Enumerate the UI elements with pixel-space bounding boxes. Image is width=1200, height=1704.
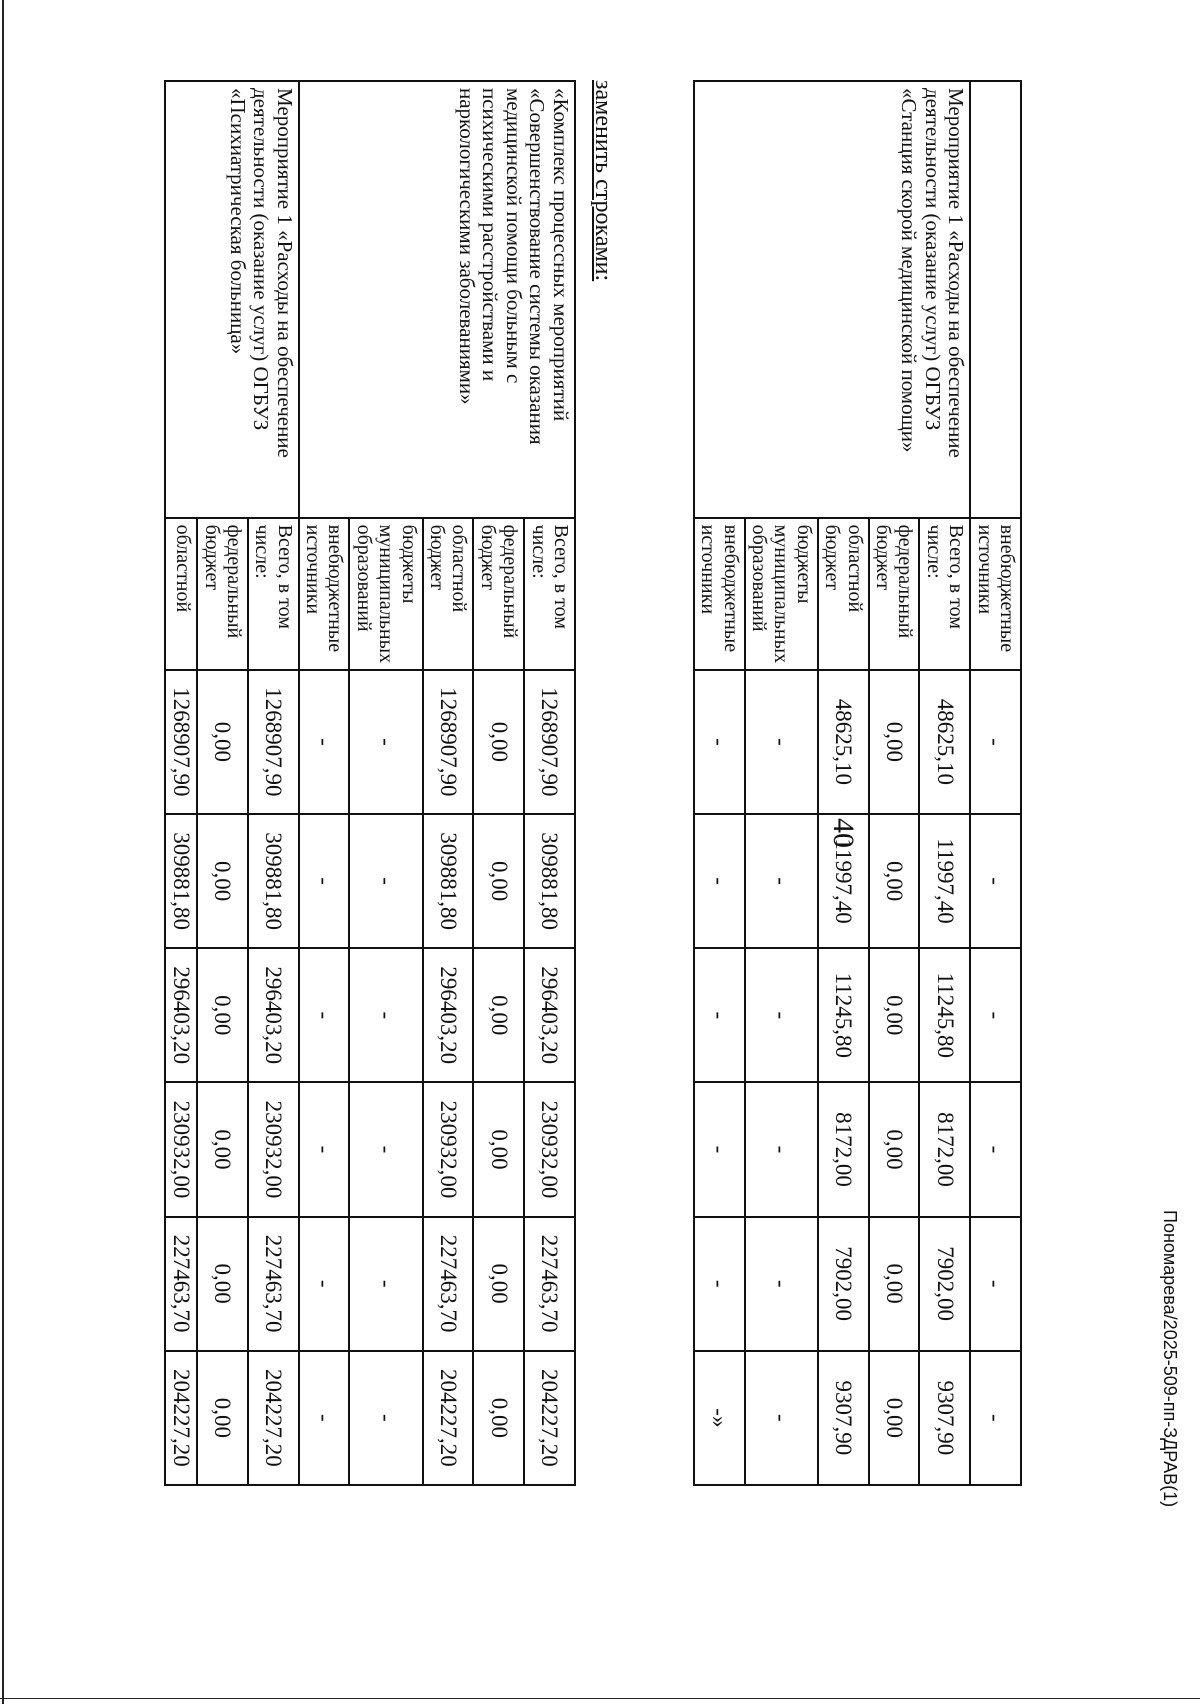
value-cell: - [970,1217,1021,1351]
value-cell: 204227,20 [423,1351,474,1485]
value-cell: 0,00 [869,1351,920,1485]
value-cell: 1268907,90 [165,670,197,814]
source-cell: бюджеты муниципальных образований [349,518,422,670]
value-cell: 0,00 [473,1217,524,1351]
value-cell: - [299,1217,350,1351]
value-cell: 9307,90 [818,1351,869,1485]
value-cell: - [694,814,745,948]
value-cell: 0,00 [473,948,524,1082]
value-cell: - [299,814,350,948]
value-cell: 309881,80 [524,814,575,948]
value-cell: - [299,1082,350,1216]
source-cell: федеральный бюджет [473,518,524,670]
value-cell: - [970,670,1021,814]
table-row [919,81,970,1485]
value-cell: - [694,1217,745,1351]
value-cell: - [349,1351,422,1485]
value-cell: 296403,20 [165,948,197,1082]
value-cell: 309881,80 [248,814,299,948]
value-cell: 204227,20 [524,1351,575,1485]
value-cell: 0,00 [197,814,248,948]
value-cell: 309881,80 [165,814,197,948]
activity-cell: Мероприятие 1 «Расходы на обеспечение деятельности (оказание услуг) ОГБУЗ «Психиатрическая больница» [165,81,298,518]
source-cell: областной [165,518,197,670]
value-cell: - [694,948,745,1082]
value-cell: 0,00 [473,814,524,948]
value-cell: 0,00 [197,670,248,814]
source-cell: Всего, в том числе: [524,518,575,670]
table-row [524,81,575,1485]
value-cell: - [970,948,1021,1082]
value-cell: 8172,00 [919,1082,970,1216]
value-cell: - [970,814,1021,948]
budget-table-psychiatric [164,80,576,1486]
source-cell: федеральный бюджет [197,518,248,670]
value-cell: 296403,20 [248,948,299,1082]
value-cell: 309881,80 [423,814,474,948]
value-cell: 230932,00 [165,1082,197,1216]
value-cell: 230932,00 [248,1082,299,1216]
value-cell: 230932,00 [423,1082,474,1216]
value-cell: 0,00 [869,670,920,814]
value-cell: 1268907,90 [423,670,474,814]
value-cell: 227463,70 [165,1217,197,1351]
value-cell: 0,00 [869,1082,920,1216]
value-cell: 0,00 [197,948,248,1082]
value-cell: 11997,40 [919,814,970,948]
value-cell: 1268907,90 [248,670,299,814]
activity-cell: Мероприятие 1 «Расходы на обеспечение деятельности (оказание услуг) ОГБУЗ «Станция скорой медицинской помощи» [694,81,970,518]
source-cell: Всего, в том числе: [248,518,299,670]
value-cell: - [745,1082,818,1216]
value-cell: 296403,20 [423,948,474,1082]
value-cell: 204227,20 [165,1351,197,1485]
value-cell: -» [694,1351,745,1485]
value-cell: 0,00 [473,670,524,814]
value-cell: 204227,20 [248,1351,299,1485]
value-cell: 0,00 [869,814,920,948]
replace-label: заменить строками: [590,80,616,282]
value-cell: 227463,70 [248,1217,299,1351]
value-cell: - [349,1217,422,1351]
document-reference: Пономарева/2025-509-пп-ЗДРАВ(1) [1160,1210,1180,1508]
value-cell: 0,00 [197,1217,248,1351]
value-cell: 1268907,90 [524,670,575,814]
value-cell: 48625,10 [818,670,869,814]
value-cell: 11245,80 [919,948,970,1082]
source-cell: внебюджетные источники [694,518,745,670]
value-cell: 0,00 [473,1351,524,1485]
value-cell: 0,00 [197,1082,248,1216]
budget-table-stations [693,80,1022,1486]
value-cell: - [694,670,745,814]
value-cell: - [349,670,422,814]
value-cell: - [299,670,350,814]
value-cell: 8172,00 [818,1082,869,1216]
value-cell: - [745,948,818,1082]
page-number: 40 [827,818,860,848]
value-cell: 230932,00 [524,1082,575,1216]
empty-cell [970,81,1021,518]
value-cell: 296403,20 [524,948,575,1082]
value-cell: - [745,1217,818,1351]
value-cell: - [970,1082,1021,1216]
source-cell: областной бюджет [818,518,869,670]
value-cell: 227463,70 [423,1217,474,1351]
value-cell: - [349,814,422,948]
value-cell: - [745,1351,818,1485]
source-cell: внебюджетные источники [299,518,350,670]
source-cell: Всего, в том числе: [919,518,970,670]
value-cell: 7902,00 [919,1217,970,1351]
value-cell: - [970,1351,1021,1485]
source-cell: бюджеты муниципальных образований [745,518,818,670]
source-cell: областной бюджет [423,518,474,670]
value-cell: 11997,40 [818,814,869,948]
value-cell: 227463,70 [524,1217,575,1351]
activity-cell: «Комплекс процессных мероприятий «Совершенствование системы оказания медицинской помощи больным с психическими расстройствами и наркологическими заболеваниями» [299,81,575,518]
value-cell: 0,00 [869,1217,920,1351]
table-row [970,81,1021,1485]
value-cell: - [299,1351,350,1485]
table-row [248,81,299,1485]
source-cell: федеральный бюджет [869,518,920,670]
value-cell: - [694,1082,745,1216]
value-cell: - [349,948,422,1082]
value-cell: - [745,814,818,948]
value-cell: 0,00 [197,1351,248,1485]
value-cell: 0,00 [869,948,920,1082]
value-cell: 0,00 [473,1082,524,1216]
value-cell: - [299,948,350,1082]
value-cell: - [745,670,818,814]
value-cell: 11245,80 [818,948,869,1082]
value-cell: - [349,1082,422,1216]
value-cell: 7902,00 [818,1217,869,1351]
source-cell: внебюджетные источники [970,518,1021,670]
value-cell: 48625,10 [919,670,970,814]
value-cell: 9307,90 [919,1351,970,1485]
